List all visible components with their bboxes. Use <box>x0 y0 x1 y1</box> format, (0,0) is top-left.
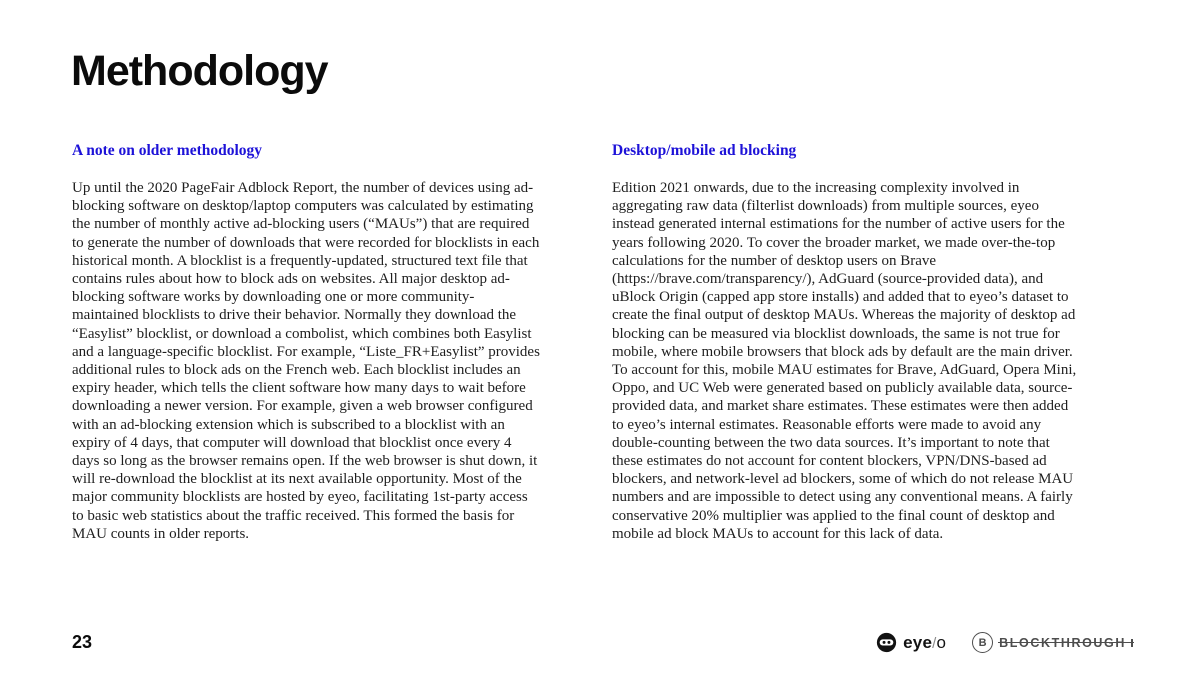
eyeo-face-icon <box>876 632 897 653</box>
footer <box>72 632 1134 653</box>
page-title: Methodology <box>71 47 328 95</box>
blockthrough-wordmark <box>999 636 1134 650</box>
blockthrough-logo <box>972 632 1134 653</box>
column-body-text: Up until the 2020 PageFair Adblock Report, the number of devices using ad-blocking software on desktop/laptop computers was calculated by estimating the number of monthly active ad-blocking users (“MAUs”) that are required to generate the number of downloads that were recorded for blocklists in each historical month. A blocklist is a frequently-updated, structured text file that contains rules about how to block ads on websites. All major desktop ad-blocking software works by downloading one or more community-maintained blocklists to drive their behavior. Normally they download the “Easylist” blocklist, or download a combolist, which combines both Easylist and a language-specific blocklist. For example, “Liste_FR+Easylist” provides additional rules to block ads on the French web. Each blocklist includes an expiry header, which tells the client software how many days to wait before downloading a newer version. For example, given a web browser configured with an ad-blocking extension which is subscribed to a blocklist with an expiry of 4 days, that computer will download that blocklist once every 4 days so long as the browser remains open. If the web browser is shut down, it will re-download the blocklist at its next available opportunity. Most of the major community blocklists are hosted by eyeo, facilitating 1st-party access to basic web statistics about the traffic received. This formed the basis for MAU counts in older reports. <box>72 180 540 542</box>
eyeo-wordmark-slash: / <box>932 634 937 652</box>
eyeo-wordmark <box>903 633 946 653</box>
footer-logos <box>876 632 1134 653</box>
blockthrough-strikethrough-plus <box>998 642 1134 644</box>
column-heading: A note on older methodology <box>72 142 263 159</box>
eyeo-logo <box>876 632 946 653</box>
eyeo-wordmark-o: o <box>936 632 947 652</box>
eyeo-wordmark-eye: eye <box>903 632 933 652</box>
column-body-text: Edition 2021 onwards, due to the increasing complexity involved in aggregating raw data (filterlist downloads) from multiple sources, eyeo instead generated internal estimations for the number of active users for the years following 2020. To cover the broader market, we made over-the-top calculations for the number of desktop users on Brave (https://brave.com/transparency/), AdGuard (source-provided data), and uBlock Origin (capped app store installs) and added that to eyeo’s dataset to create the final output of desktop MAUs. Whereas the majority of desktop ad blocking can be measured via blocklist downloads, the same is not true for mobile, where mobile browsers that block ads by default are the main driver. To account for this, mobile MAU estimates for Brave, AdGuard, Opera Mini, Oppo, and UC Web were generated based on publicly available data, source-provided data, and market share estimates. These estimates were then added to eyeo’s internal estimates. Reasonable efforts were made to avoid any double-counting between the two data sources. It’s important to note that these estimates do not account for content blockers, VPN/DNS-based ad blockers, and network-level ad blockers, some of which do not release MAU numbers and are impossible to detect using any conventional means. A fairly conservative 20% multiplier was applied to the final count of desktop and mobile ad block MAUs to account for this lack of data. <box>612 180 1077 542</box>
blockthrough-b-icon: B <box>972 632 993 653</box>
text-columns <box>72 142 1080 543</box>
column-heading: Desktop/mobile ad blocking <box>612 142 797 159</box>
column-desktop-mobile-ad-blocking <box>612 142 1080 543</box>
column-older-methodology <box>72 142 540 543</box>
page-number: 23 <box>72 632 93 652</box>
